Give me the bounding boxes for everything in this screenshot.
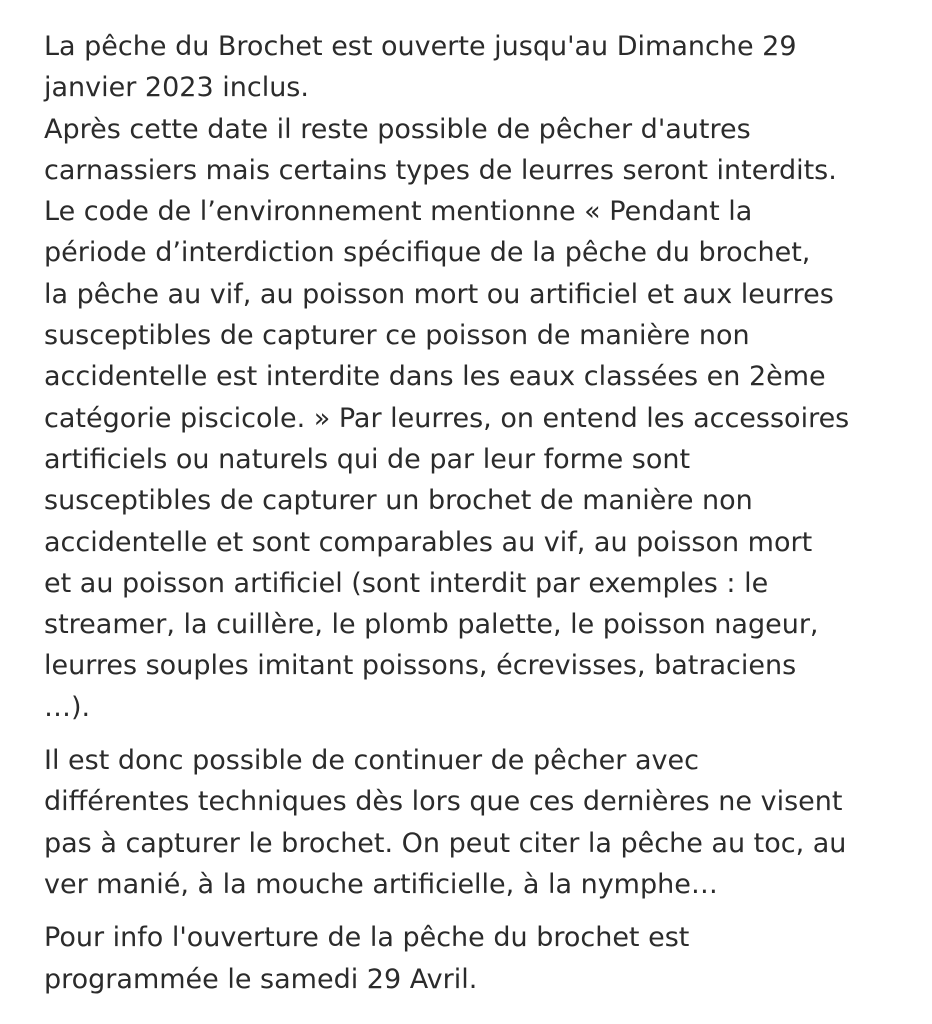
text-line: susceptibles de capturer un brochet de manière non xyxy=(44,485,753,517)
text-line: Le code de l’environnement mentionne « Pendant la xyxy=(44,196,753,228)
text-line: catégorie piscicole. » Par leurres, on entend les accessoires xyxy=(44,402,850,434)
text-line: Il est donc possible de continuer de pêcher avec xyxy=(44,745,699,777)
paragraph-spacer xyxy=(44,905,902,917)
paragraph-opening-info xyxy=(44,917,902,1000)
text-line: ver manié, à la mouche artificielle, à la nymphe… xyxy=(44,868,718,900)
text-line: streamer, la cuillère, le plomb palette, le poisson nageur, xyxy=(44,609,819,641)
text-line: période d’interdiction spécifique de la pêche du brochet, xyxy=(44,237,811,269)
text-line: …). xyxy=(44,691,91,723)
text-line: accidentelle et sont comparables au vif, au poisson mort xyxy=(44,526,813,558)
text-line: janvier 2023 inclus. xyxy=(44,72,309,104)
paragraph-spacer xyxy=(44,728,902,740)
text-line: susceptibles de capturer ce poisson de manière non xyxy=(44,320,750,352)
paragraph-regulation xyxy=(44,26,902,728)
text-line: leurres souples imitant poissons, écrevisses, batraciens xyxy=(44,650,797,682)
text-line: La pêche du Brochet est ouverte jusqu'au Dimanche 29 xyxy=(44,31,797,62)
text-line: Après cette date il reste possible de pêcher d'autres xyxy=(44,113,751,145)
text-line: différentes techniques dès lors que ces dernières ne visent xyxy=(44,786,843,818)
text-line: programmée le samedi 29 Avril. xyxy=(44,963,478,995)
paragraph-techniques xyxy=(44,740,902,905)
text-line: accidentelle est interdite dans les eaux classées en 2ème xyxy=(44,361,826,393)
text-line: carnassiers mais certains types de leurres seront interdits. xyxy=(44,154,837,186)
text-line: et au poisson artificiel (sont interdit par exemples : le xyxy=(44,567,769,599)
text-line: la pêche au vif, au poisson mort ou artificiel et aux leurres xyxy=(44,278,834,310)
text-line: pas à capturer le brochet. On peut citer la pêche au toc, au xyxy=(44,827,847,859)
text-line: artificiels ou naturels qui de par leur forme sont xyxy=(44,443,691,475)
text-line: Pour info l'ouverture de la pêche du brochet est xyxy=(44,922,690,954)
